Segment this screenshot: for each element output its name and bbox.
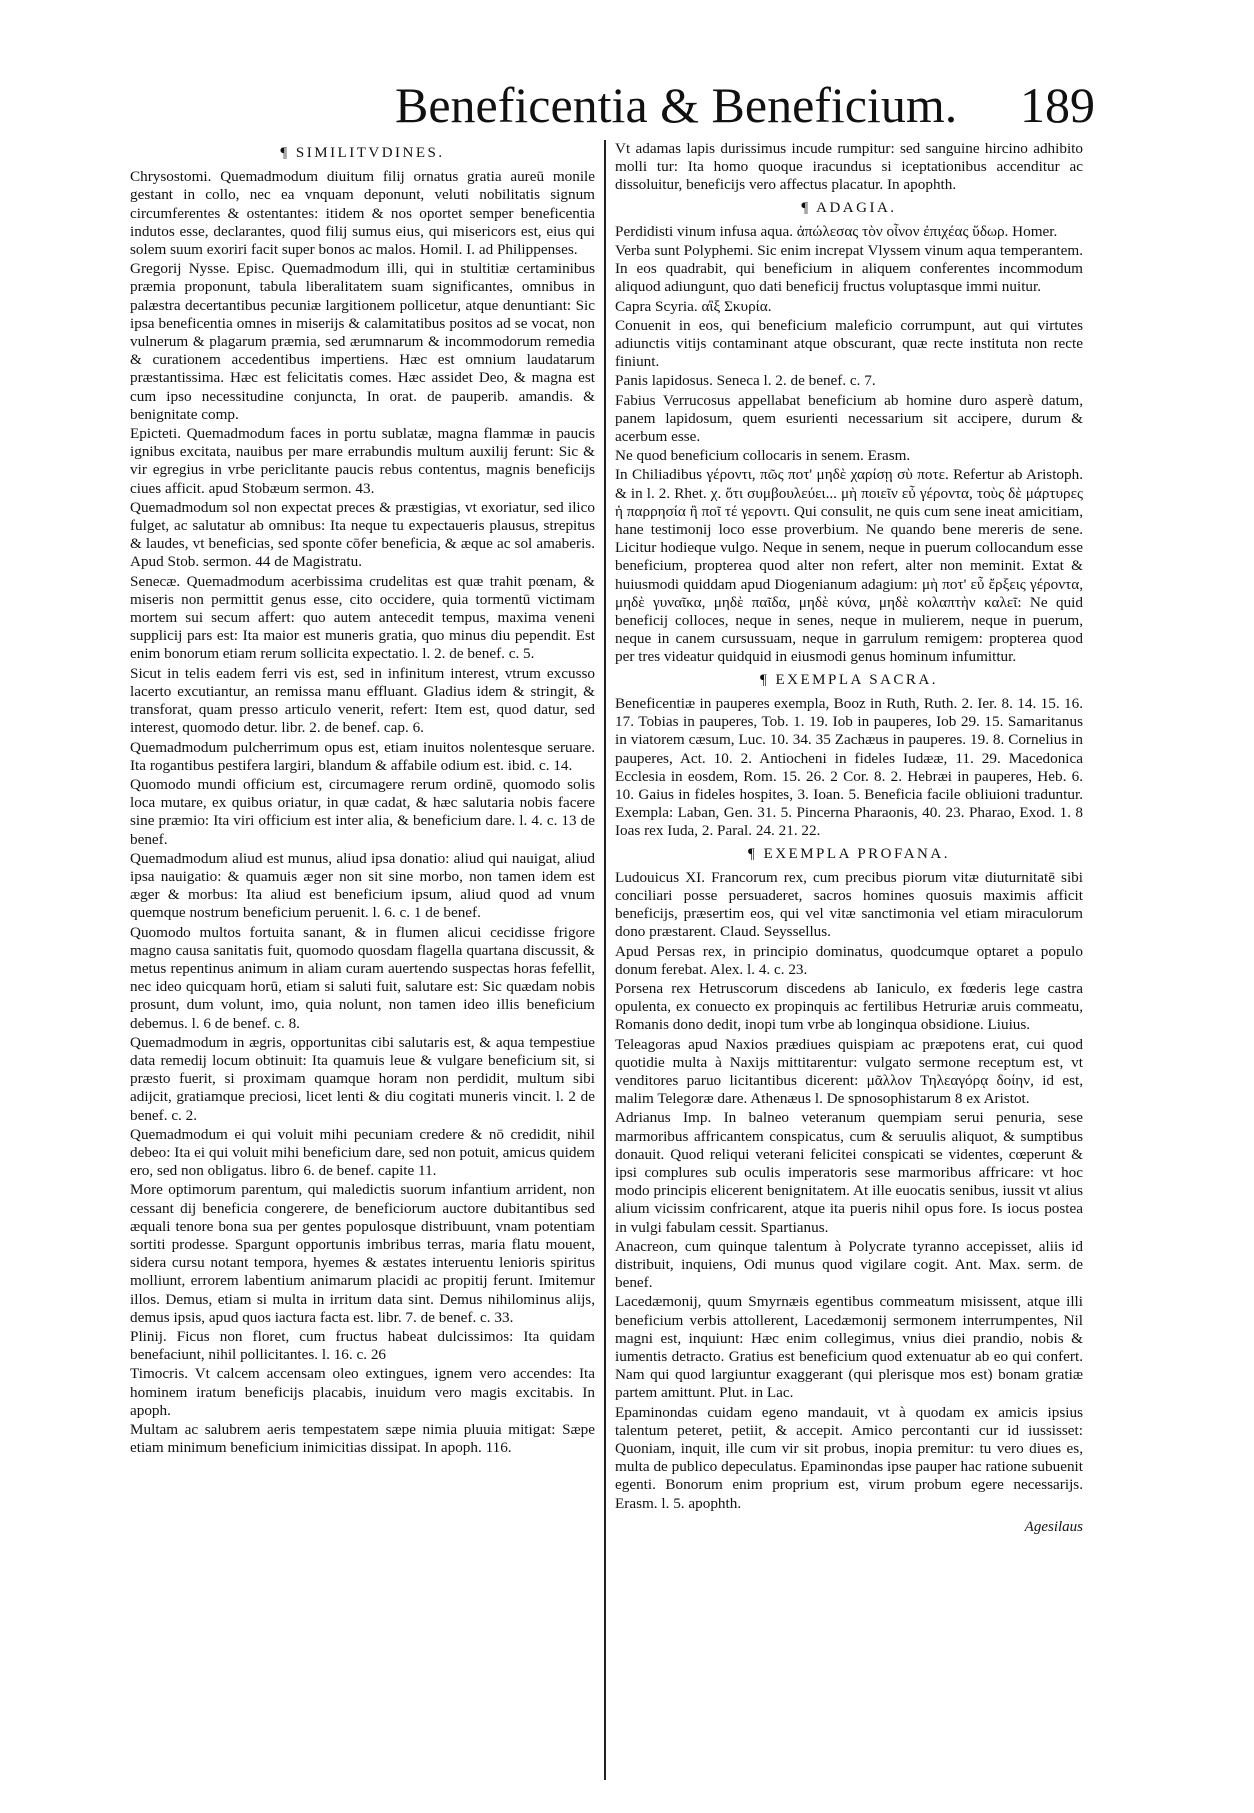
paragraph: Quomodo mundi officium est, circumagere rerum ordinē, quomodo solis loca mutare, ex quibus oriatur, in quæ cadat, & hæc salutaria nobis facere sine præmio: Ita viri officium est inter alia, & beneficium dare. l. 4. c. 13 de benef. [130,775,595,848]
paragraph: Panis lapidosus. Seneca l. 2. de benef. c. 7. [615,372,876,390]
paragraph: Gregorij Nysse. Episc. Quemadmodum illi, qui in stultitiæ certaminibus præmia proponunt, tabula liberalitatem suam significantes, omnibus in palæstra decertantibus pecuniæ largitionem pollicetur, atque denuntiant: Sic ipsa beneficentia omnes in miserijs & calamitatibus positos ad se vocat, non vulnerum & plagarum præmia, sed ærumnarum & incommodorum remedia & curationem accedentibus impertiens. Hæc est omnium laudatarum præstantissima. Hæc est felicitatis comes. Hæc assidet Deo, & magna est cum ipso necessitudine conjuncta, In orat. de pauperib. amandis. & benignitate comp. [130,260,595,423]
paragraph: Vt adamas lapis durissimus incude rumpitur: sed sanguine hircino adhibito molli tur: Ita homo quoque iracundus si iceptationibus accenditur ac dissoluitur, beneficijs vero affectus placatur. In apophth. [615,140,1083,194]
paragraph: Capra Scyria. αἲξ Σκυρία. [615,297,772,315]
paragraph: Conuenit in eos, qui beneficium maleficio corrumpunt, aut qui virtutes adiunctis vitijs contaminant atque obscurant, quæ recte instituta non recte finiunt. [615,316,1083,371]
paragraph: Adrianus Imp. In balneo veteranum quempiam serui penuria, sese marmoribus affricantem conspicatus, cum & seruulis aliquot, & sumptibus donauit. Quod reliqui veterani felicitei conspicati se videntes, cœperunt & ipsi complures sub oculis imperatoris sese marmoribus affricare: vt hoc modo principis elicerent benignitatem. At ille euocatis senibus, iussit vt alius alium vicissim confricarent, atque ita pueris nihil opus fore. Is iocus postea in vulgi fabulam cessit. Spartianus. [615,1109,1083,1236]
paragraph: Apud Persas rex, in principio dominatus, quodcumque optaret a populo donum ferebat. Alex. l. 4. c. 23. [615,942,1083,978]
paragraph: Anacreon, cum quinque talentum à Polycrate tyranno accepisset, aliis id distribuit, inquiens, Odi munus quod vigilare cogit. Ant. Max. serm. de benef. [615,1237,1083,1292]
section-heading: ¶ EXEMPLA SACRA. [759,671,939,688]
paragraph: Perdidisti vinum infusa aqua. ἀπώλεσας τὸν οἶνον ἐπιχέας ὕδωρ. Homer. [615,222,1058,240]
right-column [615,140,1083,1535]
paragraph: Epaminondas cuidam egeno mandauit, vt à quodam ex amicis ipsius talentum peteret, petiit, & accepit. Amico percontanti cur id iussisset: Quoniam, inquit, ille cum vir sit probus, inopia premitur: tu vero diues es, multa de publico depeculatus. Epaminondas ipse pauper hac ratione subuenit egenti. Bonorum enim proprium est, virum probum egere necessarijs. Erasm. l. 5. apophth. [615,1403,1083,1512]
section-heading: ¶ ADAGIA. [801,199,897,216]
section-heading: ¶ SIMILITVDINES. [280,145,445,161]
paragraph: Quemadmodum in ægris, opportunitas cibi salutaris est, & aqua tempestiue data remedij locum obtinuit: Ita quamuis leue & vulgare beneficium sit, si præsto fuerit, si proximam quamque horam non perdidit, multum sibi adijcit, gratiamque preciosi, licet lenti & diu cogitati muneris vincit. l. 2 de benef. c. 2. [130,1033,595,1124]
paragraph: Chrysostomi. Quemadmodum diuitum filij ornatus gratia aureū monile gestant in collo, nec ea vnquam deponunt, veluti nobilitatis signum circumferentes & ostentantes: itidem & nos oportet semper beneficentia indutos esse, declarantes, quod filij sumus eius, qui misericors est, eius qui solem suum exoriri facit super bonos ac malos. Homil. I. ad Philippenses. [130,168,595,259]
paragraph: Quemadmodum pulcherrimum opus est, etiam inuitos nolentesque seruare. Ita rogantibus pestifera largiri, blandum & affabile odium est. ibid. c. 14. [130,738,595,774]
page-title: Beneficentia & Beneficium. [395,77,958,133]
paragraph: More optimorum parentum, qui maledictis suorum infantium arrident, non cessant dij beneficia congerere, de beneficiorum auctore dubitantibus sed æquali tenore bona sua per gentes populosque distribuunt, vnam potentiam sortiti prodesse. Spargunt opportunis imbribus terras, maria flatu mouent, sidera cursu notant tempora, hyemes & æstates interuentu lenioris spiritus molliunt, errorem labentium animarum placidi ac propitij ferunt. Imitemur illos. Demus, etiam si multa in irritum data sint. Demus nihilominus alijs, demus ipsis, apud quos iactura facta est. libr. 7. de benef. c. 33. [130,1181,595,1326]
page-number: 189 [1020,77,1095,133]
paragraph: Timocris. Vt calcem accensam oleo extingues, ignem vero accendes: Ita hominem iratum beneficijs placabis, inuidum vero magis excitabis. In apoph. [130,1365,595,1419]
running-head [395,77,1095,133]
paragraph: Multam ac salubrem aeris tempestatem sæpe nimia pluuia mitigat: Sæpe etiam minimum beneficium inimicitias dissipat. In apoph. 116. [130,1421,595,1457]
paragraph: Beneficentiæ in pauperes exempla, Booz in Ruth, Ruth. 2. Ier. 8. 14. 15. 16. 17. Tobias in pauperes, Tob. 1. 19. Iob in pauperes, Iob 29. 15. Samaritanus in viatorem cæsum, Luc. 10. 34. 35 Zachæus in pauperes. 19. 8. Cornelius in pauperes, Act. 10. 2. Antiocheni in fideles Iudææ, 11. 29. Macedonica Ecclesia in eosdem, Rom. 15. 26. 2 Cor. 8. 2. Hebræi in pauperes, Heb. 6. 10. Gaius in fideles hospites, 3. Ioan. 5. Beneficia facile obliuioni traduntur. Exempla: Laban, Gen. 31. 5. Pincerna Pharaonis, 40. 23. Pharao, Exod. 1. 8 Ioas rex Iuda, 2. Paral. 24. 21. 22. [615,694,1083,840]
paragraph: In Chiliadibus γέροντι, πῶς ποτ' μηδὲ χαρίσῃ σὺ ποτε. Refertur ab Aristoph. & in l. 2. Rhet. χ. ὅτι συμβουλεύει... μὴ ποιεῖν εὖ γέροντα, τοὺς δὲ μάρτυρες ἡ παρρησία ἢ ποῖ τέ γεροντι. Qui consulit, ne quis cum sene ineat amicitiam, hane testimonij loco esse proverbium. Ne quando bene mereris de sene. Licitur hodieque vulgo. Neque in senem, neque in puerum collocandum esse beneficium, propterea quod alter non refert, alter non meminit. Extat & huiusmodi quiddam apud Diogenianum adagium: μὴ ποτ' εὖ ἔρξεις γέροντα, μηδὲ γυναῖκα, μηδὲ παῖδα, μηδὲ κύνα, μηδὲ κολαπτὴν καλεῖ: Ne quid beneficij colloces, neque in senes, neque in mulierem, neque in puerum, neque in canem cursussuam, neque in garrulum remigem: propterea quod per tres videatur quidquid in eiusmodi genus hominum infumittur. [615,466,1083,666]
paragraph: Sicut in telis eadem ferri vis est, sed in infinitum interest, vtrum excusso lacerto excutiantur, an remissa manu effluant. Gladius idem & stringit, & transforat, quam presso articulo venerit, refert: Item est, quod datur, sed interest, quomodo detur. libr. 2. de benef. cap. 6. [130,664,595,737]
paragraph: Senecæ. Quemadmodum acerbissima crudelitas est quæ trahit pœnam, & miseris non permittit genus esse, cito occidere, quia tormentū victimam mortem sui secum affert: quo autem antecedit tempus, maxima veneni supplicij pars est: Ita maior est muneris gratia, quo minus diu pependit. Est enim bonorum etiam rerum sollicita expectatio. l. 2. de benef. c. 5. [130,572,595,663]
paragraph: Quomodo multos fortuita sanant, & in flumen alicui cecidisse frigore magno causa sanitatis fuit, quomodo quosdam flagella quartana discussit, & metus repentinus animum in aliam curam auertendo suspectas horas fefellit, nec ideo quicquam horū, etiam si saluti fuit, salutare est: Sic quædam nobis prosunt, dum volunt, imo, quia nolunt, non tamen ideo illis beneficium debemus. l. 6 de benef. c. 8. [130,923,595,1032]
paragraph: Quemadmodum sol non expectat preces & præstigias, vt exoriatur, sed ilico fulget, ac salutatur ab omnibus: Ita neque tu expectaueris plausus, strepitus & laudes, vt beneficias, sed sponte cōfer beneficia, & æque ac sol amaberis. Apud Stob. sermon. 44 de Magistratu. [130,498,595,571]
left-column [130,140,595,1458]
section-heading: ¶ EXEMPLA PROFANA. [748,845,950,862]
paragraph: Lacedæmonij, quum Smyrnæis egentibus commeatum misissent, atque illi beneficium verbis attollerent, Lacedæmonij sermonem interrumpentes, Nil magni est, inquiunt: Hæc enim collegimus, vnius diei prandio, nobis & iumentis detracto. Gratius est beneficium quod extenuatur ab eo qui confert. Nam qui quod largiuntur exaggerant (qui plerisque mos est) bonam gratiæ partem amittunt. Plut. in Lac. [615,1293,1083,1402]
catchword: Agesilaus [1024,1518,1083,1535]
paragraph: Teleagoras apud Naxios prædiues quispiam ac præpotens erat, cui quod quotidie multa à Naxijs mittitarentur: vulgato sermone receptum est, vt venditores paruo licitantibus dicerent: μᾶλλον Τηλεαγόρᾳ δοίην, id est, malim Telegoræ dare. Athenæus l. De spnosophistarum 8 ex Aristot. [615,1035,1083,1108]
paragraph: Epicteti. Quemadmodum faces in portu sublatæ, magna flammæ in paucis ignibus excitata, nauibus per mare errabundis multum auxilij ferunt: Sic & vir egregius in vrbe periclitante paucis rebus contentus, magnis beneficijs ciues afficit. apud Stobæum sermon. 43. [130,425,595,497]
paragraph: Verba sunt Polyphemi. Sic enim increpat Vlyssem vinum aqua temperantem. In eos quadrabit, qui beneficium in aliquem conferentes incommodum aliquod adiungunt, quo dati beneficij fructus voluptasque immi nuitur. [615,242,1083,296]
paragraph: Ludouicus XI. Francorum rex, cum precibus piorum vitæ diuturnitatē sibi conciliari posse persuaderet, sacros homines quosuis maximis afficit beneficijs, præsertim eos, qui vel vitæ sanctimonia vel etiam miraculorum dono præstarent. Claud. Seyssellus. [615,868,1083,941]
paragraph: Quemadmodum aliud est munus, aliud ipsa donatio: aliud qui nauigat, aliud ipsa nauigatio: & quamuis æger non sit sine morbo, non tamen idem est æger & morbus: Ita aliud est beneficium ipsum, aliud quod ad vnum quemque nostrum beneficium peruenit. l. 6. c. 1 de benef. [130,849,595,922]
paragraph: Ne quod beneficium collocaris in senem. Erasm. [615,447,911,465]
paragraph: Fabius Verrucosus appellabat beneficium ab homine duro asperè datum, panem lapidosum, quem esurienti necessarium sit accipere, durum & acerbum esse. [615,391,1083,446]
column-divider [604,140,606,1780]
paragraph: Porsena rex Hetruscorum discedens ab Ianiculo, ex fœderis lege castra opulenta, ex conuecto ex propinquis ac fertilibus Hetruriæ aruis commeatu, Romanis dono dedit, inopi tum vrbe ab longinqua obsidione. Liuius. [615,979,1083,1034]
paragraph: Plinij. Ficus non floret, cum fructus habeat dulcissimos: Ita quidam benefaciunt, nihil pollicitantes. l. 16. c. 26 [130,1328,595,1364]
paragraph: Quemadmodum ei qui voluit mihi pecuniam credere & nō credidit, nihil debeo: Ita ei qui voluit mihi beneficium dare, sed non potuit, amicus quidem ero, sed non obligatus. libro 6. de benef. capite 11. [130,1125,595,1180]
